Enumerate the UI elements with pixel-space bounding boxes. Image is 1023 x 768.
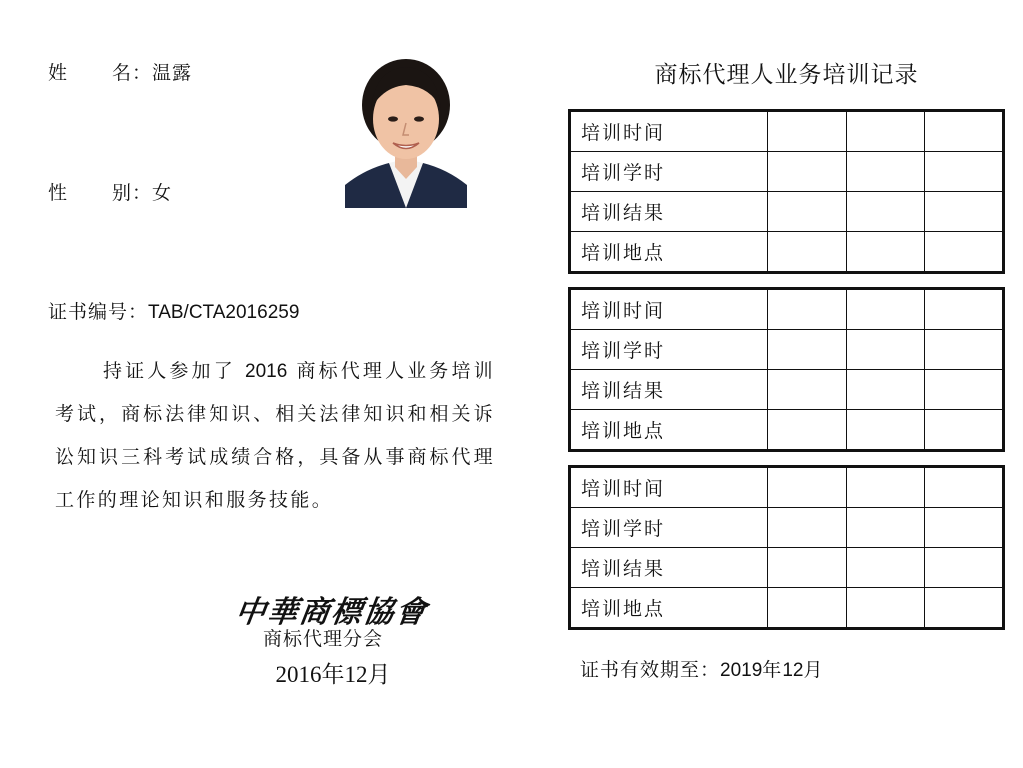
gender-label-char2: 别： bbox=[112, 182, 153, 204]
empty-cell bbox=[925, 192, 1004, 232]
gender-value: 女 bbox=[152, 182, 173, 204]
training-record-title: 商标代理人业务培训记录 bbox=[654, 62, 919, 88]
row-label: 培训时间 bbox=[570, 467, 768, 508]
empty-cell bbox=[846, 289, 925, 330]
holder-photo bbox=[345, 57, 467, 208]
row-label: 培训学时 bbox=[570, 152, 768, 192]
row-label: 培训学时 bbox=[570, 508, 768, 548]
training-record-tables bbox=[568, 109, 1005, 643]
row-label: 培训时间 bbox=[570, 111, 768, 152]
empty-cell bbox=[846, 232, 925, 273]
empty-cell bbox=[768, 508, 847, 548]
row-label: 培训结果 bbox=[570, 370, 768, 410]
table-row bbox=[570, 370, 1004, 410]
certificate-description bbox=[55, 350, 495, 522]
empty-cell bbox=[846, 548, 925, 588]
row-label: 培训地点 bbox=[570, 410, 768, 451]
description-text-2: 商标代理人业务培训考试，商标法律知识、相关法律知识和相关诉讼知识三科考试成绩合格，具备从事商标代理工作的理论知识和服务技能。 bbox=[55, 360, 495, 511]
empty-cell bbox=[768, 548, 847, 588]
empty-cell bbox=[768, 410, 847, 451]
empty-cell bbox=[846, 467, 925, 508]
empty-cell bbox=[846, 192, 925, 232]
empty-cell bbox=[768, 289, 847, 330]
empty-cell bbox=[925, 508, 1004, 548]
table-row bbox=[570, 467, 1004, 508]
empty-cell bbox=[925, 467, 1004, 508]
row-label: 培训时间 bbox=[570, 289, 768, 330]
empty-cell bbox=[768, 192, 847, 232]
empty-cell bbox=[846, 410, 925, 451]
training-table-1 bbox=[568, 109, 1005, 274]
empty-cell bbox=[925, 289, 1004, 330]
empty-cell bbox=[925, 232, 1004, 273]
empty-cell bbox=[925, 370, 1004, 410]
table-row bbox=[570, 548, 1004, 588]
name-value: 温露 bbox=[152, 62, 193, 84]
validity-label: 证书有效期至： bbox=[580, 659, 721, 681]
row-label: 培训结果 bbox=[570, 192, 768, 232]
empty-cell bbox=[768, 588, 847, 629]
gender-field bbox=[48, 178, 172, 205]
table-row bbox=[570, 289, 1004, 330]
empty-cell bbox=[925, 330, 1004, 370]
description-text-1: 持证人参加了 bbox=[103, 360, 246, 382]
empty-cell bbox=[768, 152, 847, 192]
empty-cell bbox=[768, 330, 847, 370]
description-year: 2016 bbox=[245, 361, 288, 382]
empty-cell bbox=[846, 508, 925, 548]
empty-cell bbox=[925, 548, 1004, 588]
table-row bbox=[570, 410, 1004, 451]
certificate-number-field bbox=[48, 297, 299, 324]
empty-cell bbox=[925, 410, 1004, 451]
empty-cell bbox=[768, 370, 847, 410]
empty-cell bbox=[846, 111, 925, 152]
validity-date bbox=[580, 655, 823, 682]
association-signature: 中華商標協會 bbox=[233, 595, 430, 630]
table-row bbox=[570, 111, 1004, 152]
name-field bbox=[48, 58, 192, 85]
empty-cell bbox=[768, 232, 847, 273]
row-label: 培训结果 bbox=[570, 548, 768, 588]
issue-date: 2016年12月 bbox=[275, 662, 391, 687]
empty-cell bbox=[925, 588, 1004, 629]
training-table-2 bbox=[568, 287, 1005, 452]
empty-cell bbox=[925, 111, 1004, 152]
empty-cell bbox=[846, 152, 925, 192]
training-table-3 bbox=[568, 465, 1005, 630]
name-label-char1: 姓 bbox=[48, 62, 69, 84]
name-label-char2: 名： bbox=[112, 62, 153, 84]
empty-cell bbox=[846, 370, 925, 410]
empty-cell bbox=[768, 467, 847, 508]
empty-cell bbox=[768, 111, 847, 152]
empty-cell bbox=[846, 330, 925, 370]
gender-label-char1: 性 bbox=[48, 182, 69, 204]
issuing-branch: 商标代理分会 bbox=[262, 628, 383, 650]
validity-month-unit: 月 bbox=[803, 659, 824, 681]
table-row bbox=[570, 588, 1004, 629]
certificate-number-label: 证书编号： bbox=[48, 301, 149, 323]
validity-month: 12 bbox=[782, 660, 804, 681]
row-label: 培训学时 bbox=[570, 330, 768, 370]
table-row bbox=[570, 152, 1004, 192]
row-label: 培训地点 bbox=[570, 232, 768, 273]
empty-cell bbox=[925, 152, 1004, 192]
table-row bbox=[570, 232, 1004, 273]
validity-year: 2019 bbox=[720, 660, 763, 681]
empty-cell bbox=[846, 588, 925, 629]
table-row bbox=[570, 330, 1004, 370]
certificate-number-value: TAB/CTA2016259 bbox=[148, 302, 300, 323]
row-label: 培训地点 bbox=[570, 588, 768, 629]
table-row bbox=[570, 508, 1004, 548]
table-row bbox=[570, 192, 1004, 232]
validity-year-unit: 年 bbox=[762, 659, 783, 681]
